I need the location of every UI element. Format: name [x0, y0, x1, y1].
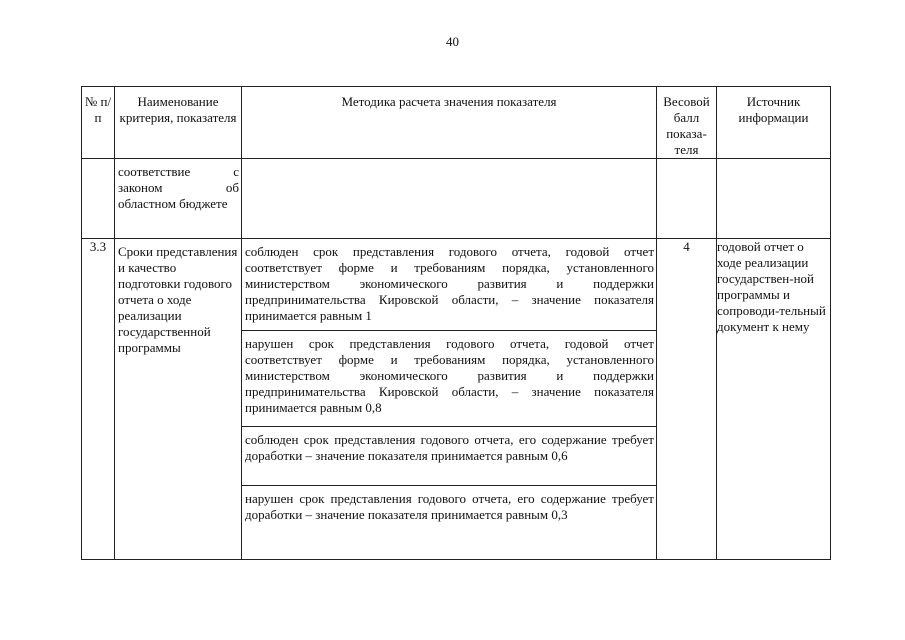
table-row-continuation	[82, 159, 831, 239]
continuation-name-cell	[115, 159, 242, 239]
method-option-4: нарушен срок представления годового отчета, его содержание требует доработки – значение показателя принимается равным 0,3	[245, 491, 654, 522]
header-method: Методика расчета значения показателя	[242, 87, 657, 159]
page-number: 40	[446, 34, 459, 49]
continuation-method	[242, 159, 657, 239]
row-3-3-method-cell	[242, 239, 657, 560]
row-3-3-source: годовой отчет о ходе реализации государствен-ной программы и сопроводи-тельный документ к нему	[717, 239, 831, 560]
method-option-2: нарушен срок представления годового отчета, годовой отчет соответствует форме и требованиям порядка, установленного министерством экономического развития и поддержки предпринимательства Кировской области, – значение показателя принимается равным 0,8	[242, 331, 656, 427]
header-num: № п/п	[82, 87, 115, 159]
row-3-3-num: 3.3	[82, 239, 115, 560]
row-3-3-name: Сроки представления и качество подготовки годового отчета о ходе реализации государственной программы	[118, 244, 238, 355]
method-option-3: соблюден срок представления годового отчета, его содержание требует доработки – значение показателя принимается равным 0,6	[242, 427, 656, 486]
criteria-table	[81, 86, 831, 560]
continuation-weight	[657, 159, 717, 239]
method-option-1: соблюден срок представления годового отчета, годовой отчет соответствует форме и требованиям порядка, установленного министерством экономического развития и поддержки предпринимательства Кировской области, – значение показателя принимается равным 1	[242, 239, 656, 331]
row-3-3-name-cell	[115, 239, 242, 560]
table-row-3-3	[82, 239, 831, 560]
header-name: Наименование критерия, показателя	[115, 87, 242, 159]
continuation-num	[82, 159, 115, 239]
header-weight: Весовой балл показа-теля	[657, 87, 717, 159]
continuation-source	[717, 159, 831, 239]
row-3-3-weight: 4	[657, 239, 717, 560]
table-header-row	[82, 87, 831, 159]
continuation-name: соответствие с законом об областном бюджете	[118, 164, 239, 211]
header-source: Источник информации	[717, 87, 831, 159]
